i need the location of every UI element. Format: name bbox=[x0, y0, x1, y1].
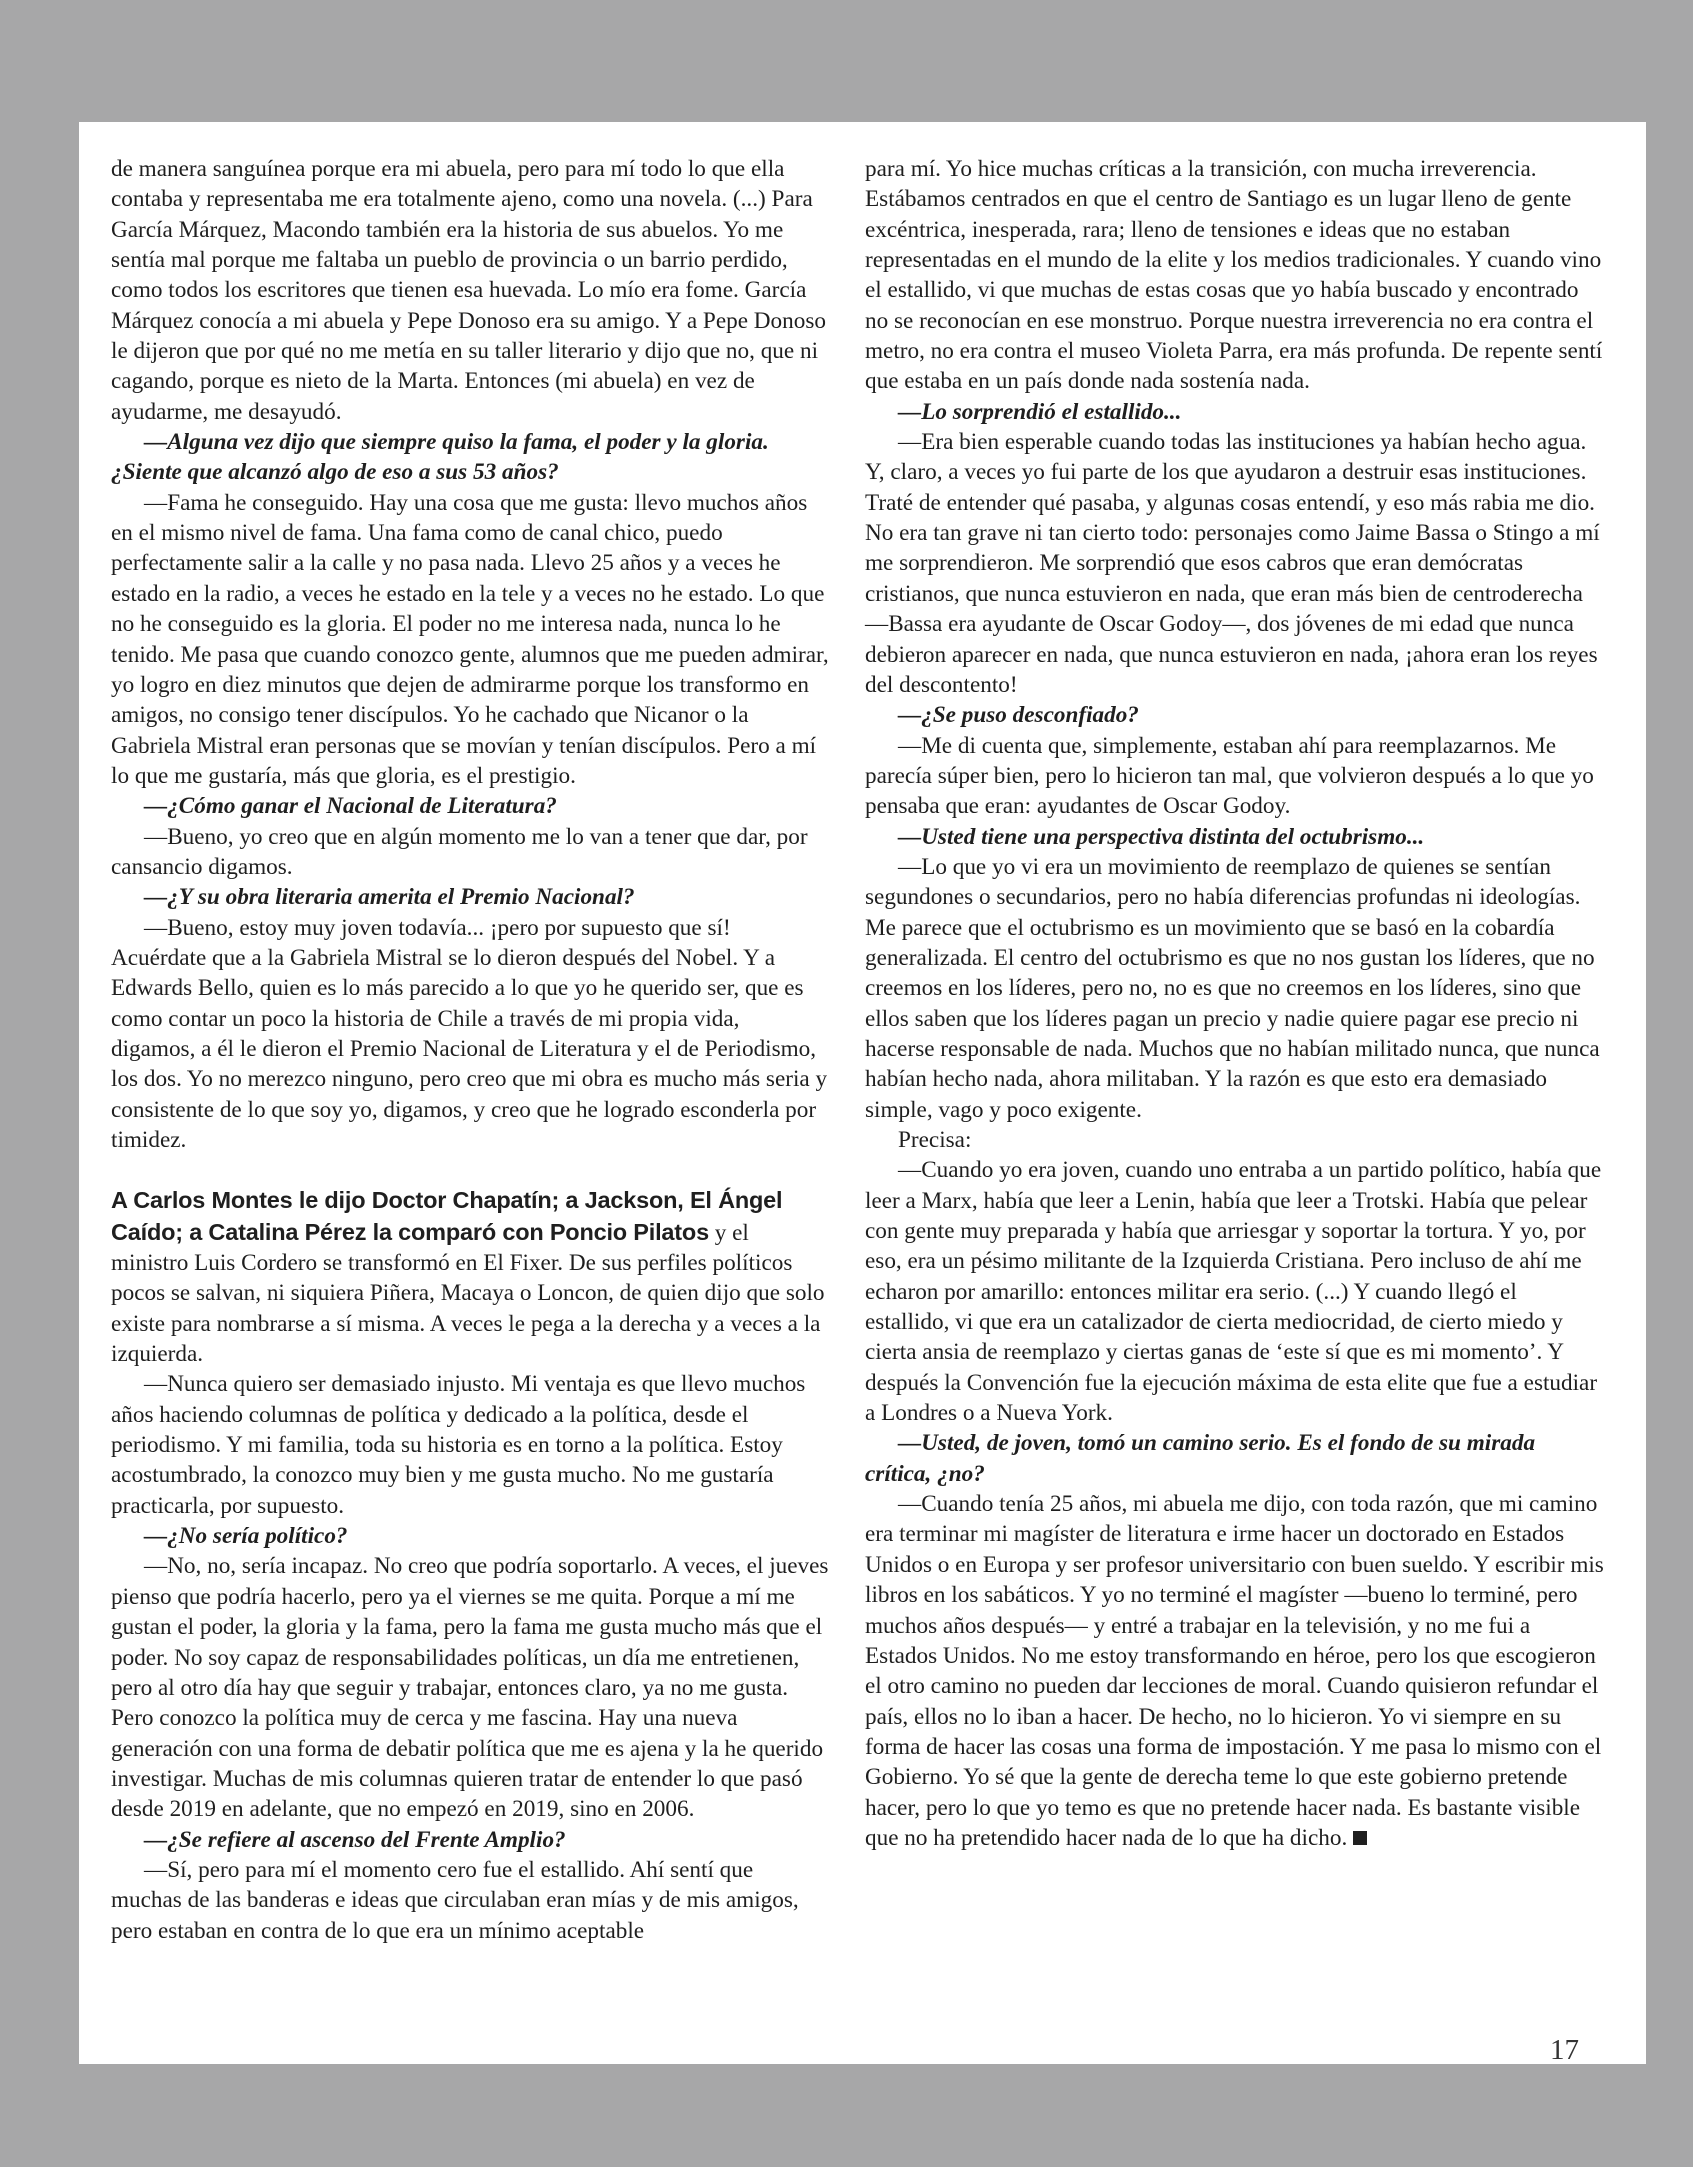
interview-question: —¿No sería político? bbox=[144, 1523, 348, 1550]
interview-answer: —Bueno, yo creo que en algún momento me lo van a tener que dar, por cansancio digamos. bbox=[111, 823, 808, 880]
body-paragraph: para mí. Yo hice muchas críticas a la transición, con mucha irreverencia. Estábamos centrados en que el centro de Santiago es un lugar lleno de gente excéntrica, inesperada, rara; lleno de tensiones e ideas que no estaban representadas en el mundo de la elite y los medios tradicionales. Y cuando vino el estallido, vi que muchas de estas cosas que yo había buscado y encontrado no se reconocían en ese monstruo. Porque nuestra irreverencia no era contra el metro, no era contra el museo Violeta Parra, era más profunda. De repente sentí que estaba en un país donde nada sostenía nada. bbox=[865, 156, 1603, 395]
magazine-page bbox=[79, 122, 1646, 2064]
interview-question: —Lo sorprendió el estallido... bbox=[898, 398, 1182, 425]
interview-answer: —Cuando yo era joven, cuando uno entraba a un partido político, había que leer a Marx, había que leer a Lenin, había que leer a Trotski. Había que pelear con gente muy preparada y había que arriesgar y soportar la tortura. Y yo, por eso, era un pésimo militante de la Izquierda Cristiana. Pero incluso de ahí me echaron por amarillo: entonces militar era serio. (...) Y cuando llegó el estallido, vi que era un catalizador de cierta mediocridad, de cierto miedo y cierta ansia de reemplazo y ciertas ganas de ‘este sí que es mi momento’. Y después la Convención fue la ejecución máxima de esta elite que fue a estudiar a Londres o a Nueva York. bbox=[865, 1157, 1602, 1427]
interview-question: —¿Y su obra literaria amerita el Premio Nacional? bbox=[144, 884, 635, 911]
interview-answer: —Bueno, estoy muy joven todavía... ¡pero por supuesto que sí! Acuérdate que a la Gabriela Mistral se lo dieron después del Nobel. Y a Edwards Bello, quien es lo más parecido a lo que yo he querido ser, que es como contar un poco la historia de Chile a través de mi propia vida, digamos, a él le dieron el Premio Nacional de Literatura y el de Periodismo, los dos. Yo no merezco ninguno, pero creo que mi obra es mucho más seria y consistente de lo que soy yo, digamos, y creo que he logrado esconderla por timidez. bbox=[111, 914, 828, 1153]
interview-answer: —Era bien esperable cuando todas las instituciones ya habían hecho agua. Y, claro, a veces yo fui parte de los que ayudaron a destruir esas instituciones. Traté de entender qué pasaba, y algunas cosas entendí, y eso más rabia me dio. No era tan grave ni tan cierto todo: personajes como Jaime Bassa o Stingo a mí me sorprendieron. Me sorprendió que esos cabros que eran demócratas cristianos, que nunca estuvieron en nada, que eran más bien de centroderecha —Bassa era ayudante de Oscar Godoy—, dos jóvenes de mi edad que nunca debieron aparecer en nada, que nunca estuvieron en nada, ¡ahora eran los reyes del descontento! bbox=[865, 429, 1600, 698]
interview-answer: —Nunca quiero ser demasiado injusto. Mi ventaja es que llevo muchos años haciendo columnas de política y dedicado a la política, desde el periodismo. Y mi familia, toda su historia es en torno a la política. Estoy acostumbrado, la conozco muy bien y me gusta mucho. No me gustaría practicarla, por supuesto. bbox=[111, 1371, 806, 1519]
final-answer-text: —Cuando tenía 25 años, mi abuela me dijo, con toda razón, que mi camino era terminar mi magíster de literatura e irme hacer un doctorado en Estados Unidos o en Europa y ser profesor universitario con buen sueldo. Y escribir mis libros en los sabáticos. Y yo no terminé el magíster —bueno lo terminé, pero muchos años después— y entré a trabajar en la televisión, y no me fui a Estados Unidos. No me estoy transformando en héroe, pero los que escogieron el otro camino no pueden dar lecciones de moral. Cuando quisieron refundar el país, ellos no lo iban a hacer. De hecho, no lo hicieron. Yo vi siempre en su forma de hacer las cosas una forma de impostación. Y me pasa lo mismo con el Gobierno. Yo sé que la gente de derecha teme lo que este gobierno pretende hacer, pero lo que yo temo es que no pretende hacer nada. Es bastante visible que no ha pretendido hacer nada de lo que ha dicho. bbox=[865, 1491, 1604, 1851]
interview-answer: —Lo que yo vi era un movimiento de reemplazo de quienes se sentían segundones o secundarios, pero no había diferencias profundas ni ideologías. Me parece que el octubrismo es un movimiento que se basó en la cobardía generalizada. El centro del octubrismo es que no nos gustan los líderes, que no creemos en los líderes, pero no, no es que no creemos en los líderes, sino que ellos saben que los líderes pagan un precio y nadie quiere pagar ese precio ni hacerse responsable de nada. Muchos que no habían militado nunca, que nunca habían hecho nada, ahora militaban. Y la razón es que esto era demasiado simple, vago y poco exigente. bbox=[865, 853, 1600, 1123]
interview-answer-final bbox=[865, 1489, 1605, 1853]
interview-question: —¿Se refiere al ascenso del Frente Amplio? bbox=[144, 1826, 566, 1853]
interview-question: —Usted tiene una perspectiva distinta del octubrismo... bbox=[898, 823, 1425, 850]
interview-answer: —Me di cuenta que, simplemente, estaban ahí para reemplazarnos. Me parecía súper bien, pero lo hicieron tan mal, que volvieron después a lo que yo pensaba que eran: ayudantes de Oscar Godoy. bbox=[865, 732, 1594, 820]
interview-question: —¿Cómo ganar el Nacional de Literatura? bbox=[144, 793, 557, 820]
interview-answer: —Sí, pero para mí el momento cero fue el estallido. Ahí sentí que muchas de las banderas e ideas que circulaban eran mías y de mis amigos, pero estaban en contra de lo que era un mínimo aceptable bbox=[111, 1856, 799, 1944]
interview-answer: —Fama he conseguido. Hay una cosa que me gusta: llevo muchos años en el mismo nivel de fama. Una fama como de canal chico, puedo perfectamente salir a la calle y no pasa nada. Llevo 25 años y a veces he estado en la radio, a veces he estado en la tele y a veces no he estado. Lo que no he conseguido es la gloria. El poder no me interesa nada, nunca lo he tenido. Me pasa que cuando conozco gente, alumnos que me pueden admirar, yo logro en diez minutos que dejen de admirarme porque los transformo en amigos, no consigo tener discípulos. Yo he cachado que Nicanor o la Gabriela Mistral eran personas que se movían y tenían discípulos. Pero a mí lo que me gustaría, más que gloria, es el prestigio. bbox=[111, 489, 829, 789]
right-column bbox=[865, 154, 1605, 1853]
narration-text: Precisa: bbox=[898, 1127, 972, 1153]
interview-answer: —No, no, sería incapaz. No creo que podría soportarlo. A veces, el jueves pienso que podría hacerlo, pero ya el viernes se me quita. Porque a mí me gustan el poder, la gloria y la fama, pero la fama me gusta mucho más que el poder. No soy capaz de responsabilidades políticas, un día me entretienen, pero al otro día hay que seguir y trabajar, entonces claro, ya no me gusta. Pero conozco la política muy de cerca y me fascina. Hay una nueva generación con una forma de debatir política que me es ajena y la he querido investigar. Muchas de mis columnas quieren tratar de entender lo que pasó desde 2019 en adelante, que no empezó en 2019, sino en 2006. bbox=[111, 1553, 829, 1823]
section-lead-text: y el ministro Luis Cordero se transformó en El Fixer. De sus perfiles políticos pocos se salvan, ni siquiera Piñera, Macaya o Loncon, de quien dijo que solo existe para nombrarse a sí misma. A veces le pega a la derecha y a veces a la izquierda. bbox=[111, 1219, 825, 1368]
interview-question: —¿Se puso desconfiado? bbox=[898, 702, 1139, 729]
section-lead-paragraph bbox=[111, 1185, 829, 1369]
body-paragraph: de manera sanguínea porque era mi abuela, pero para mí todo lo que ella contaba y representaba me era totalmente ajeno, como una novela. (...) Para García Márquez, Macondo también era la historia de sus abuelos. Yo me sentía mal porque me faltaba un pueblo de provincia o un barrio perdido, como todos los escritores que tienen esa huevada. Lo mío era fome. García Márquez conocía a mi abuela y Pepe Donoso era su amigo. Y a Pepe Donoso le dijeron que por qué no me metía en su taller literario y dijo que no, que ni cagando, porque es nieto de la Marta. Entonces (mi abuela) en vez de ayudarme, me desayudó. bbox=[111, 156, 826, 425]
section-lead-in: A Carlos Montes le dijo Doctor Chapatín; a Jackson, El Ángel Caído; a Catalina Pérez la comparó con Poncio Pilatos bbox=[111, 1187, 783, 1245]
page-number: 17 bbox=[1550, 2034, 1579, 2066]
left-column bbox=[111, 154, 829, 1946]
interview-question: —Alguna vez dijo que siempre quiso la fama, el poder y la gloria. ¿Siente que alcanzó algo de eso a sus 53 años? bbox=[111, 429, 769, 486]
end-of-article-mark bbox=[1353, 1831, 1367, 1845]
interview-question: —Usted, de joven, tomó un camino serio. Es el fondo de su mirada crítica, ¿no? bbox=[865, 1430, 1536, 1487]
